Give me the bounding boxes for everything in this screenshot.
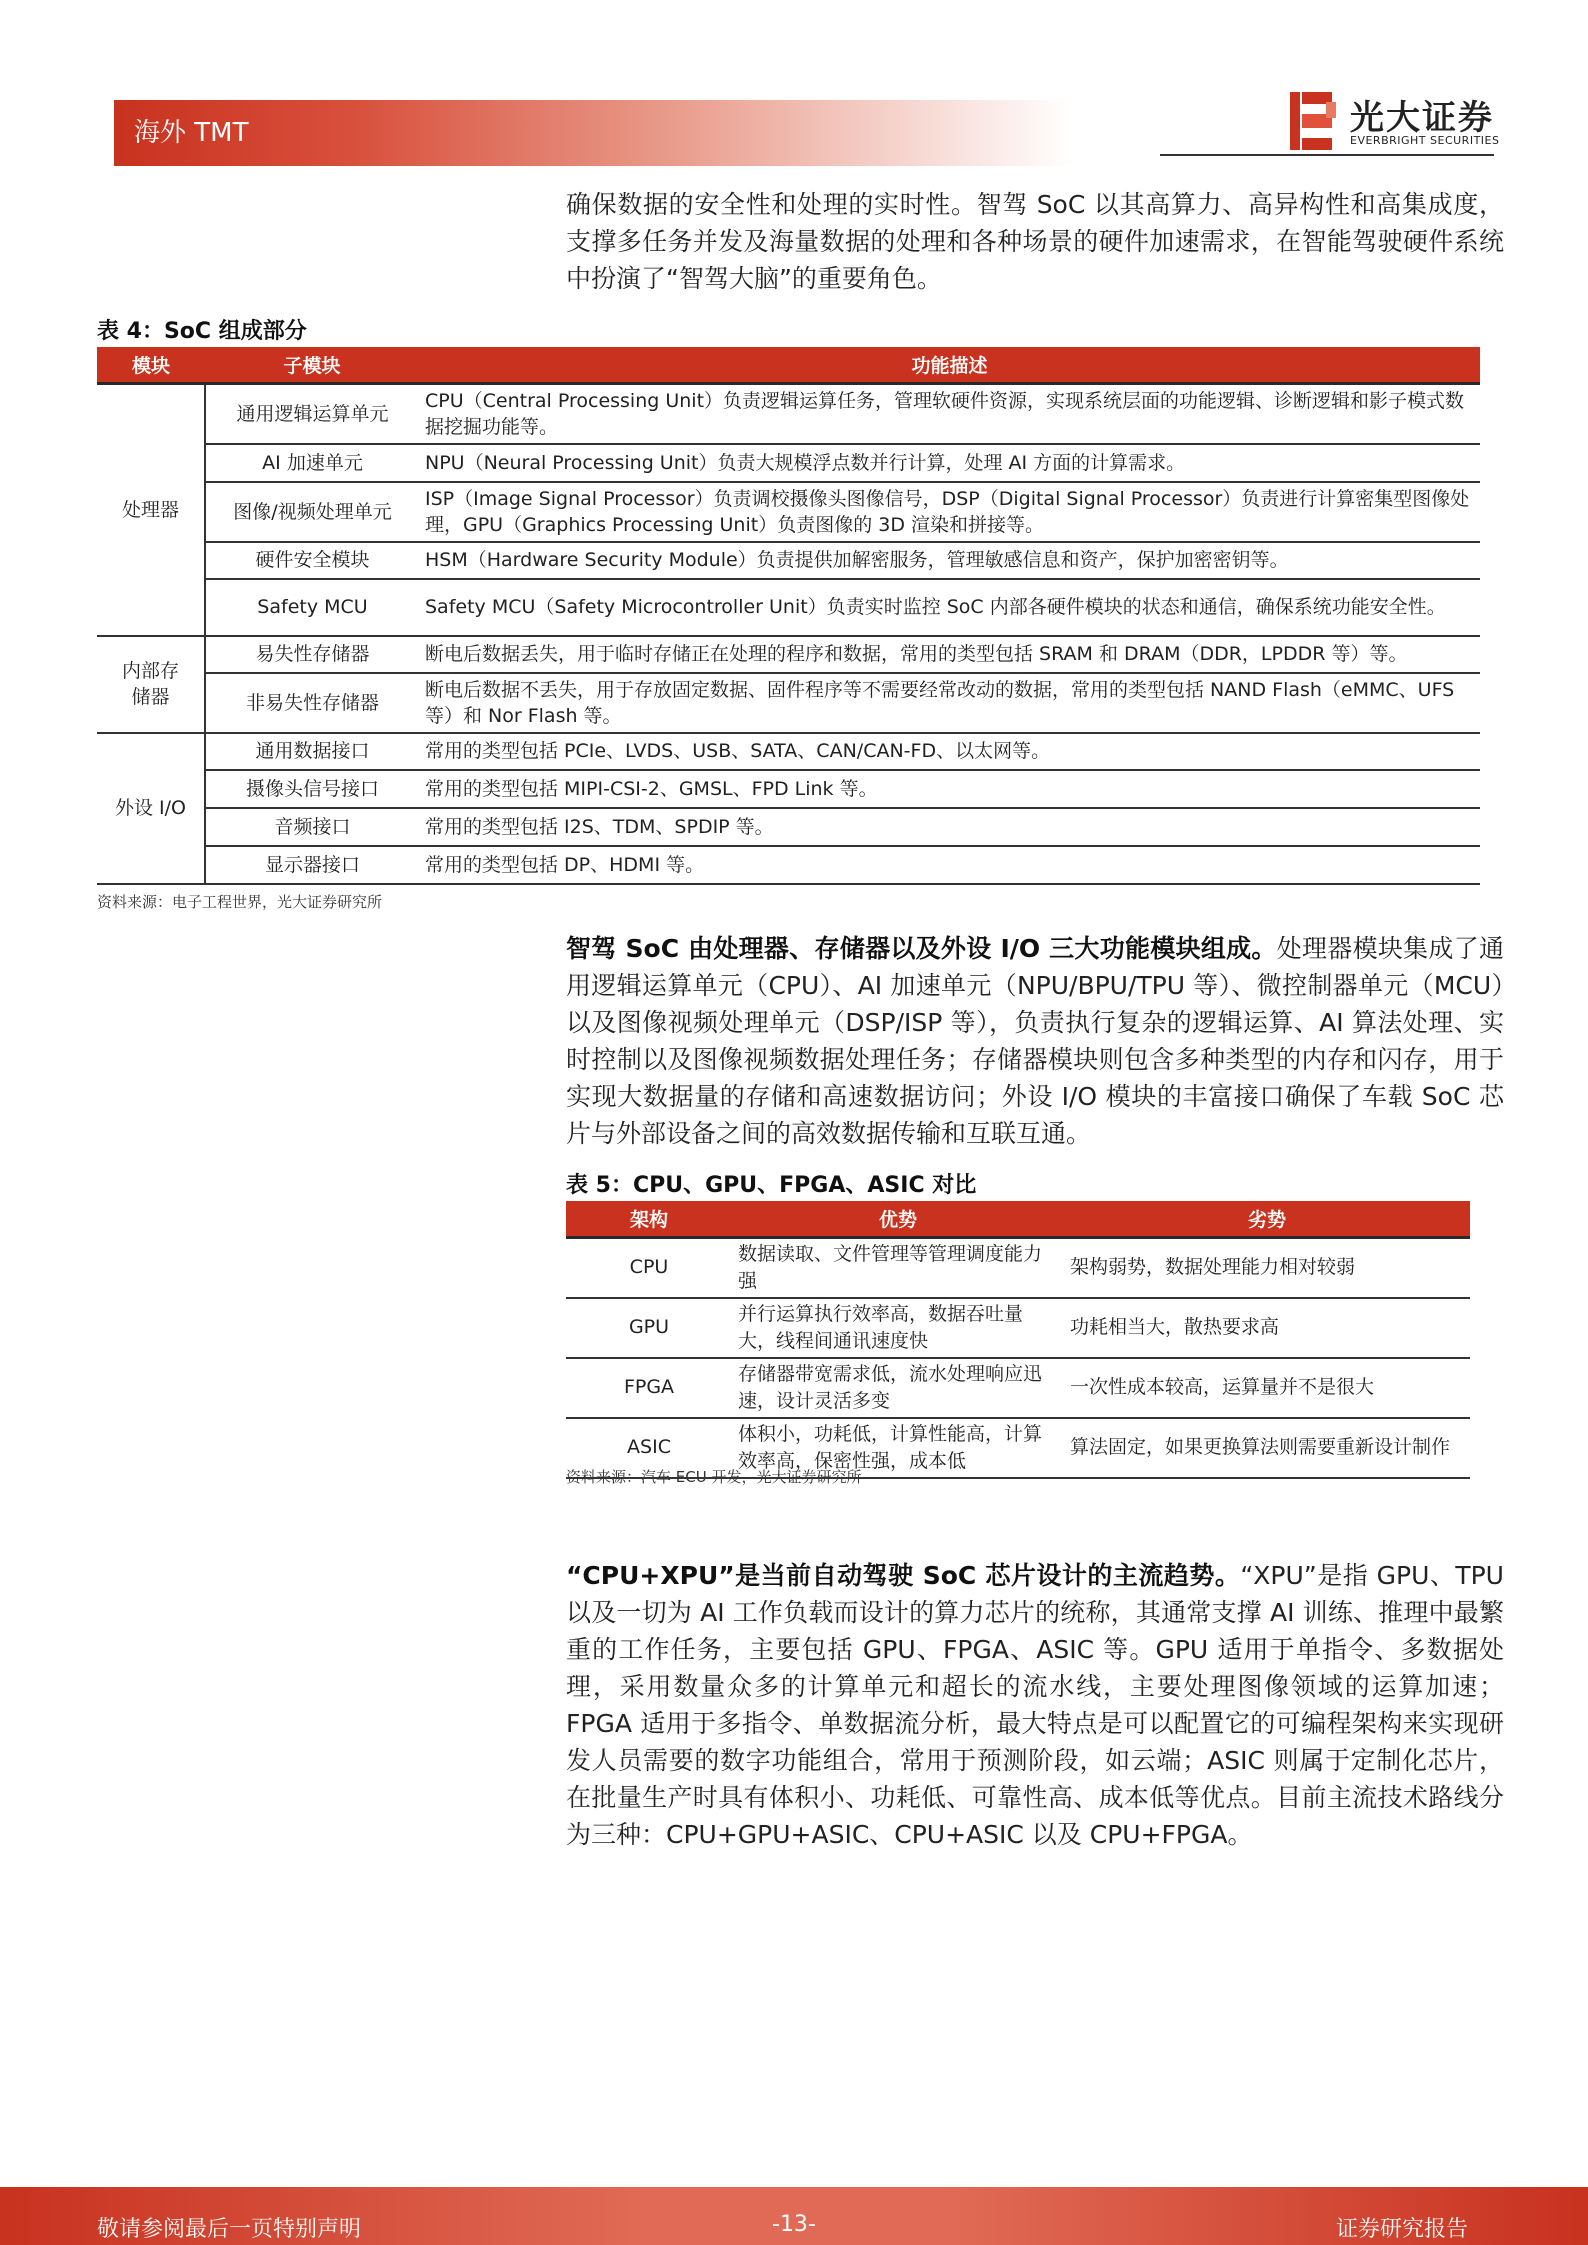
table-row xyxy=(97,733,1480,770)
con-cell: 一次性成本较高，运算量并不是很大 xyxy=(1064,1358,1470,1418)
table-row xyxy=(97,846,1480,884)
table4-source: 资料来源：电子工程世界，光大证券研究所 xyxy=(97,893,383,911)
table5-header-con: 劣势 xyxy=(1064,1201,1470,1237)
description-cell: 常用的类型包括 DP、HDMI 等。 xyxy=(419,846,1480,884)
table5-arch-comparison xyxy=(566,1201,1470,1479)
table-row xyxy=(97,579,1480,636)
paragraph-soc-modules xyxy=(566,930,1504,1152)
logo-text-cn: 光大证券 xyxy=(1350,98,1494,138)
arch-cell: GPU xyxy=(566,1298,732,1358)
description-cell: CPU（Central Processing Unit）负责逻辑运算任务，管理软硬件资源，实现系统层面的功能逻辑、诊断逻辑和影子模式数据挖掘功能等。 xyxy=(425,389,1465,438)
table-row xyxy=(97,383,1480,444)
arch-cell: ASIC xyxy=(566,1418,732,1478)
paragraph-soc-modules-body: 处理器模块集成了通用逻辑运算单元（CPU）、AI 加速单元（NPU/BPU/TPU 等）、微控制器单元（MCU）以及图像视频处理单元（DSP/ISP 等），负责执行复杂的逻辑运算、AI 算法处理、实时控制以及图像视频数据处理任务；存储器模块则包含多种类型的内存和闪存，用于实现大数据量的存储和高速数据访问；外设 I/O 模块的丰富接口确保了车载 SoC 芯片与外部设备之间的高效数据传输和互联互通。 xyxy=(566,934,1504,1148)
header-band xyxy=(114,100,1074,166)
description-cell: 断电后数据丢失，用于临时存储正在处理的程序和数据，常用的类型包括 SRAM 和 DRAM（DDR，LPDDR 等）等。 xyxy=(425,643,1408,665)
table4-header-submodule: 子模块 xyxy=(205,347,419,383)
description-cell: 断电后数据不丢失，用于存放固定数据、固件程序等不需要经常改动的数据，常用的类型包括 NAND Flash（eMMC、UFS 等）和 Nor Flash 等。 xyxy=(419,673,1480,733)
description-cell: 常用的类型包括 PCIe、LVDS、USB、SATA、CAN/CAN-FD、以太网等。 xyxy=(425,740,1051,762)
arch-cell: CPU xyxy=(566,1237,732,1298)
submodule-cell: 通用逻辑运算单元 xyxy=(205,383,419,444)
table4-header-row xyxy=(97,347,1480,383)
con-cell: 架构弱势，数据处理能力相对较弱 xyxy=(1064,1237,1470,1298)
table-row xyxy=(97,673,1480,733)
module-label: 内部存储器 xyxy=(121,660,179,708)
paragraph-cpu-xpu-lead: “CPU+XPU”是当前自动驾驶 SoC 芯片设计的主流趋势。 xyxy=(566,1561,1241,1590)
module-cell: 处理器 xyxy=(97,383,205,636)
submodule-cell: 音频接口 xyxy=(205,808,419,846)
pro-cell: 存储器带宽需求低，流水处理响应迅速，设计灵活多变 xyxy=(732,1358,1064,1418)
table-row xyxy=(97,808,1480,846)
table5-header-arch: 架构 xyxy=(566,1201,732,1237)
pro-cell: 并行运算执行效率高，数据吞吐量大，线程间通讯速度快 xyxy=(732,1298,1064,1358)
arch-cell: FPGA xyxy=(566,1358,732,1418)
page-number: -13- xyxy=(772,2212,816,2237)
footer-report-type: 证券研究报告 xyxy=(1336,2217,1469,2242)
description-cell: ISP（Image Signal Processor）负责调校摄像头图像信号，DSP（Digital Signal Processor）负责进行计算密集型图像处理，GPU（Graphics Processing Unit）负责图像的 3D 渲染和拼接等。 xyxy=(425,487,1470,536)
table-row xyxy=(566,1237,1470,1298)
description-cell: 常用的类型包括 MIPI-CSI-2、GMSL、FPD Link 等。 xyxy=(425,777,878,800)
table-row xyxy=(97,636,1480,673)
submodule-cell: 非易失性存储器 xyxy=(205,673,419,733)
paragraph-cpu-xpu-body: “XPU”是指 GPU、TPU 以及一切为 AI 工作负载而设计的算力芯片的统称，其通常支撑 AI 训练、推理中最繁重的工作任务，主要包括 GPU、FPGA、ASIC 等。GPU 适用于单指令、多数据处理，采用数量众多的计算单元和超长的流水线，主要处理图像领域的运算加速；FPGA 适用于多指令、单数据流分析，最大特点是可以配置它的可编程架构来实现研发人员需要的数字功能组合，常用于预测阶段，如云端；ASIC 则属于定制化芯片，在批量生产时具有体积小、功耗低、可靠性高、成本低等优点。目前主流技术路线分为三种：CPU+GPU+ASIC、CPU+ASIC 以及 CPU+FPGA。 xyxy=(566,1561,1504,1849)
paragraph-soc-modules-lead: 智驾 SoC 由处理器、存储器以及外设 I/O 三大功能模块组成。 xyxy=(566,934,1277,963)
con-cell: 功耗相当大，散热要求高 xyxy=(1064,1298,1470,1358)
paragraph-cpu-xpu xyxy=(566,1557,1504,1853)
description-cell: NPU（Neural Processing Unit）负责大规模浮点数并行计算，处理 AI 方面的计算需求。 xyxy=(425,451,1186,474)
module-cell: 外设 I/O xyxy=(97,733,205,884)
table4-header-module: 模块 xyxy=(97,347,205,383)
table5-caption: 表 5：CPU、GPU、FPGA、ASIC 对比 xyxy=(566,1173,977,1198)
table5-header-pro: 优势 xyxy=(732,1201,1064,1237)
submodule-cell: 图像/视频处理单元 xyxy=(205,482,419,542)
submodule-cell: 摄像头信号接口 xyxy=(205,770,419,808)
submodule-cell: 通用数据接口 xyxy=(205,733,419,770)
logo-text-en: EVERBRIGHT SECURITIES xyxy=(1350,134,1500,147)
submodule-cell: Safety MCU xyxy=(205,579,419,636)
table5-header-row xyxy=(566,1201,1470,1237)
table5-source: 资料来源：汽车 ECU 开发，光大证券研究所 xyxy=(566,1468,862,1486)
header-rule xyxy=(1160,154,1494,156)
pro-cell: 体积小，功耗低，计算性能高，计算效率高，保密性强，成本低 xyxy=(732,1418,1064,1478)
submodule-cell: 硬件安全模块 xyxy=(205,542,419,579)
pro-cell: 数据读取、文件管理等管理调度能力强 xyxy=(732,1237,1064,1298)
table-row xyxy=(566,1358,1470,1418)
brand-logo xyxy=(1290,90,1500,152)
table-row xyxy=(566,1298,1470,1358)
description-cell: 常用的类型包括 I2S、TDM、SPDIP 等。 xyxy=(425,815,774,838)
description-cell: HSM（Hardware Security Module）负责提供加解密服务，管理敏感信息和资产，保护加密密钥等。 xyxy=(425,549,1289,571)
module-cell xyxy=(97,636,205,733)
table-row xyxy=(97,542,1480,579)
con-cell: 算法固定，如果更换算法则需要重新设计制作 xyxy=(1064,1418,1470,1478)
table-row xyxy=(97,482,1480,542)
table-row xyxy=(97,770,1480,808)
table-row xyxy=(97,444,1480,482)
description-cell: Safety MCU（Safety Microcontroller Unit）负责实时监控 SoC 内部各硬件模块的状态和通信，确保系统功能安全性。 xyxy=(419,579,1480,636)
submodule-cell: 显示器接口 xyxy=(205,846,419,884)
submodule-cell: AI 加速单元 xyxy=(205,444,419,482)
submodule-cell: 易失性存储器 xyxy=(205,636,419,673)
header-section-label: 海外 TMT xyxy=(134,118,249,148)
everbright-logo-icon xyxy=(1290,92,1338,150)
table4-header-description: 功能描述 xyxy=(419,347,1480,383)
footer-disclaimer: 敬请参阅最后一页特别声明 xyxy=(97,2217,362,2242)
intro-paragraph: 确保数据的安全性和处理的实时性。智驾 SoC 以其高算力、高异构性和高集成度，支撑多任务并发及海量数据的处理和各种场景的硬件加速需求，在智能驾驶硬件系统中扮演了“智驾大脑”的重要角色。 xyxy=(566,190,1504,293)
table4-soc-components xyxy=(97,347,1480,885)
table4-caption: 表 4：SoC 组成部分 xyxy=(97,319,307,344)
